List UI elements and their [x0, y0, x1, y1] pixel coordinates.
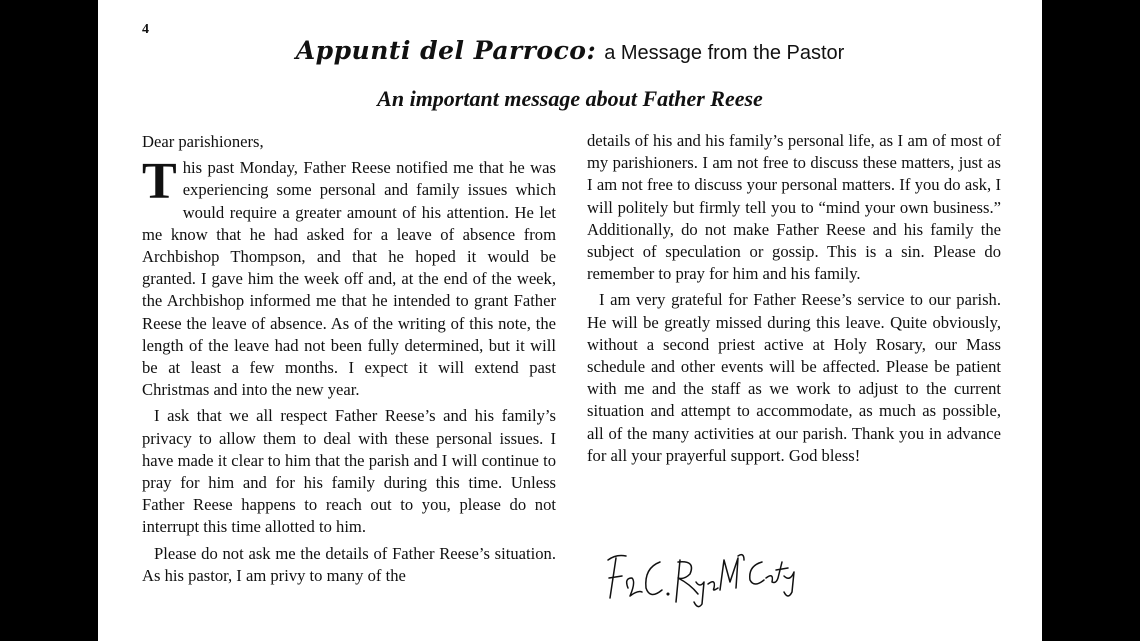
newsletter-page	[98, 0, 1042, 641]
header-subtitle: a Message from the Pastor	[604, 42, 845, 64]
page-number: 4	[142, 22, 149, 37]
text-column-right	[587, 130, 1001, 467]
drop-cap: T	[142, 153, 177, 211]
paragraph-1-text: his past Monday, Father Reese notified me that he was experiencing some personal and family issues which would require a greater amount of his attention. He let me know that he had asked for a leave of absence from Archbishop Thompson, and that he hoped it would be granted. I gave him the week off and, at the end of the week, the Archbishop informed me that he intended to grant Father Reese the leave of absence. As of the writing of this note, the length of the leave had not been fully determined, but it will be at least a few months. I expect it will extend past Christmas and into the new year.	[142, 158, 556, 400]
paragraph-3-start: Please do not ask me the details of Father Reese’s situation. As his pastor, I am privy to many of the	[142, 543, 556, 585]
text-column-left	[142, 131, 556, 587]
page-header	[98, 36, 1042, 65]
salutation: Dear parishioners,	[142, 132, 264, 151]
article-headline: An important message about Father Reese	[377, 86, 763, 111]
paragraph-1	[142, 153, 556, 401]
header-script-title: Appunti del Parroco:	[295, 36, 597, 65]
handwritten-signature	[598, 548, 808, 610]
paragraph-2: I ask that we all respect Father Reese’s and his family’s privacy to allow them to deal with these personal issues. I have made it clear to him that the parish and I will continue to pray for him and for his family during this time. Unless Father Reese happens to reach out to you, please do not interrupt this time allotted to him.	[142, 406, 556, 537]
paragraph-3-continued: details of his and his family’s personal life, as I am of most of my parishioners. I am not free to discuss these matters, just as I am not free to discuss your personal matters. If you do ask, I will politely but firmly tell you to “mind your own business.” Additionally, do not make Father Reese and his family the subject of speculation or gossip. This is a sin. Please do remember to pray for him and his family.	[587, 131, 1001, 284]
paragraph-4: I am very grateful for Father Reese’s service to our parish. He will be greatly missed during this leave. Quite obviously, without a second priest active at Holy Rosary, our Mass schedule and other events will be affected. Please be patient with me and the staff as we work to adjust to the current situation and attempt to accommodate, as much as possible, all of the many activities at our parish. Thank you in advance for all your prayerful support. God bless!	[587, 290, 1001, 465]
